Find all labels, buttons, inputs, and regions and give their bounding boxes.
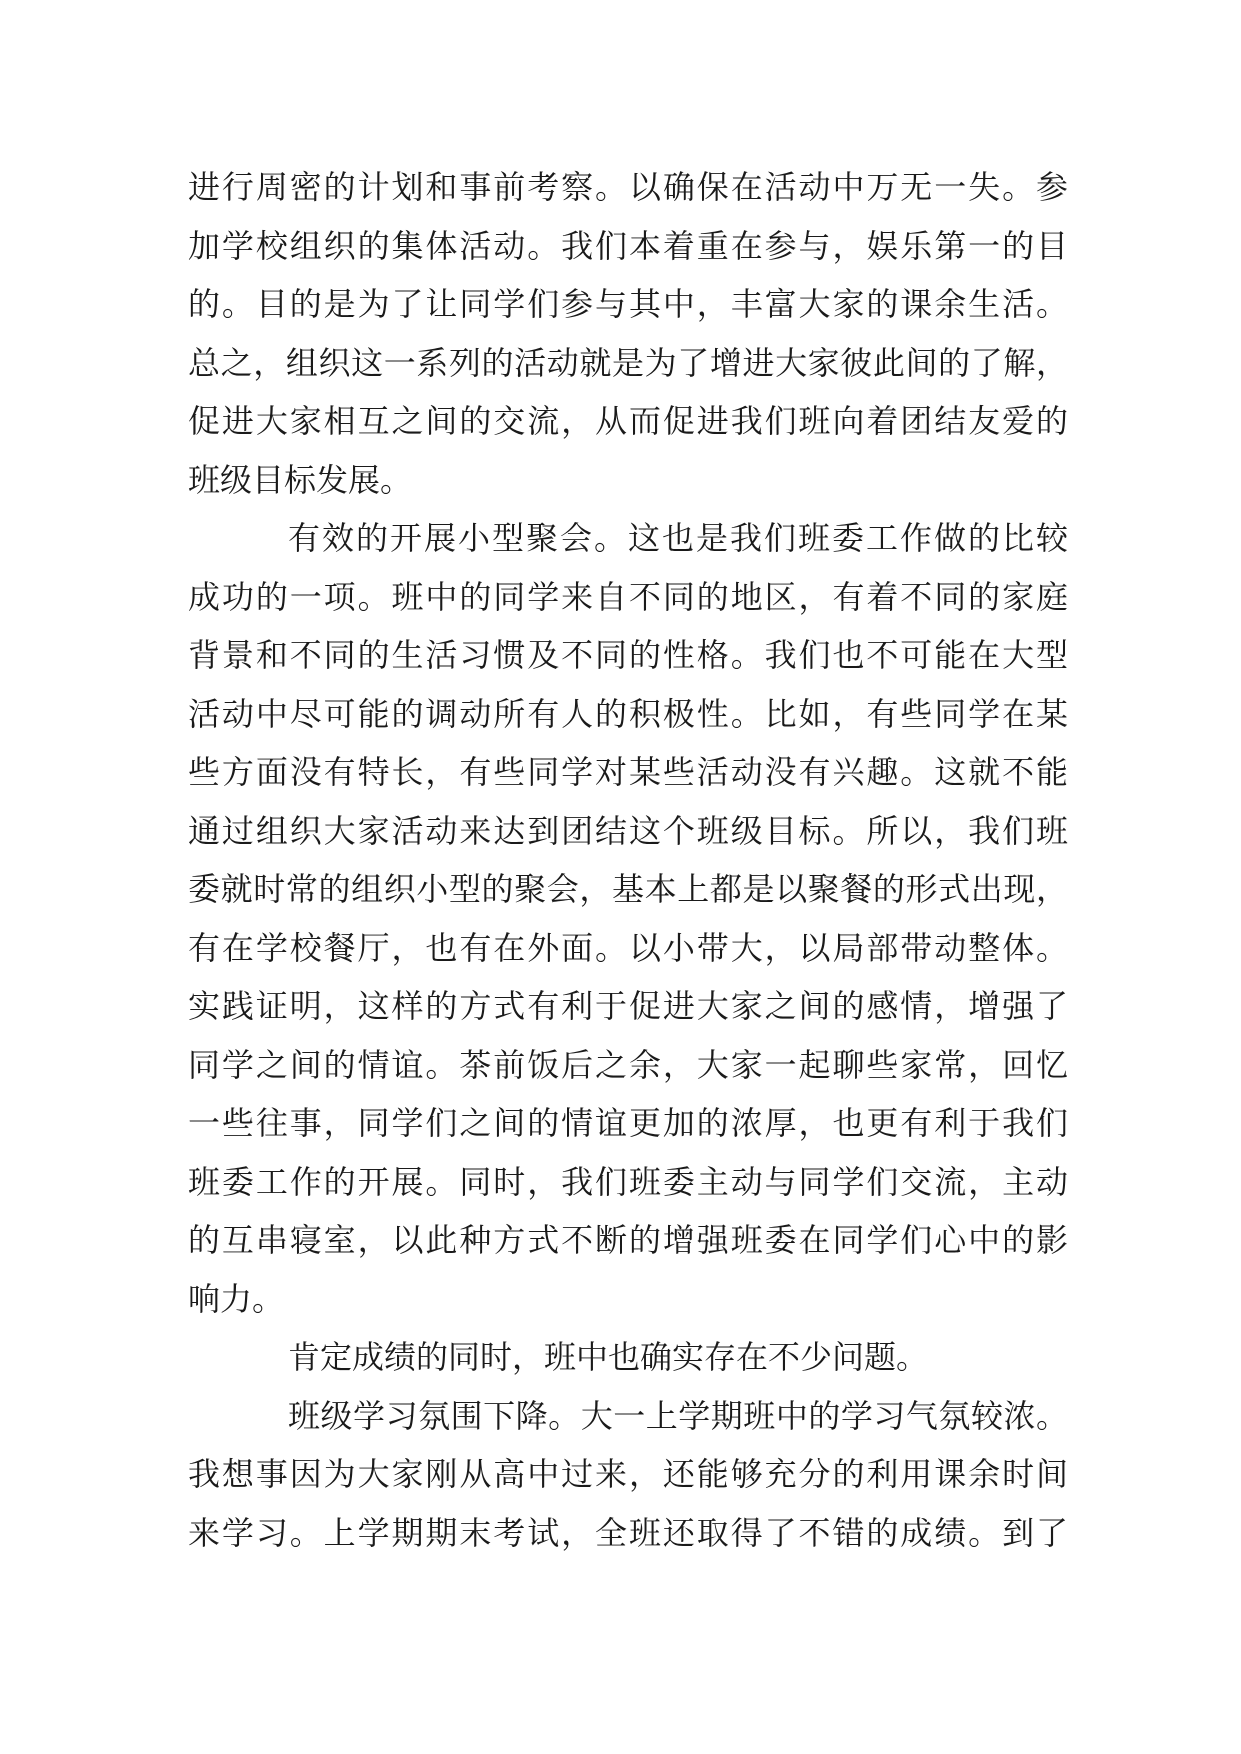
document-body — [188, 158, 1068, 1562]
paragraph-3 — [188, 1328, 1068, 1387]
text-line: 的。目的是为了让同学们参与其中，丰富大家的课余生活。 — [188, 285, 1068, 323]
text-line: 进行周密的计划和事前考察。以确保在活动中万无一失。参 — [188, 168, 1068, 206]
text-line: 同学之间的情谊。茶前饭后之余，大家一起聊些家常，回忆 — [188, 1045, 1068, 1084]
text-line: 通过组织大家活动来达到团结这个班级目标。所以，我们班 — [188, 811, 1068, 850]
text-line: 班委工作的开展。同时，我们班委主动与同学们交流，主动 — [188, 1162, 1068, 1201]
paragraph-2 — [188, 509, 1068, 1328]
text-line: 肯定成绩的同时，班中也确实存在不少问题。 — [288, 1338, 929, 1376]
text-line: 成功的一项。班中的同学来自不同的地区，有着不同的家庭 — [188, 577, 1068, 616]
text-line: 加学校组织的集体活动。我们本着重在参与，娱乐第一的目 — [188, 226, 1068, 265]
text-line: 委就时常的组织小型的聚会，基本上都是以聚餐的形式出现， — [188, 870, 1068, 908]
text-line: 的互串寝室，以此种方式不断的增强班委在同学们心中的影 — [188, 1221, 1068, 1259]
text-line: 活动中尽可能的调动所有人的积极性。比如，有些同学在某 — [188, 694, 1068, 733]
text-line: 班级目标发展。 — [188, 460, 413, 499]
text-line: 实践证明，这样的方式有利于促进大家之间的感情，增强了 — [188, 987, 1068, 1025]
text-line: 促进大家相互之间的交流，从而促进我们班向着团结友爱的 — [188, 402, 1068, 440]
paragraph-4 — [188, 1387, 1068, 1563]
text-line: 总之，组织这一系列的活动就是为了增进大家彼此间的了解， — [188, 343, 1068, 382]
text-line: 我想事因为大家刚从高中过来，还能够充分的利用课余时间 — [188, 1455, 1068, 1493]
paragraph-1 — [188, 158, 1068, 509]
text-line: 有效的开展小型聚会。这也是我们班委工作做的比较 — [288, 519, 1068, 557]
text-line: 响力。 — [188, 1279, 285, 1318]
text-line: 背景和不同的生活习惯及不同的性格。我们也不可能在大型 — [188, 636, 1068, 674]
text-line: 班级学习氛围下降。大一上学期班中的学习气氛较浓。 — [288, 1396, 1068, 1435]
text-line: 来学习。上学期期末考试，全班还取得了不错的成绩。到了 — [188, 1513, 1068, 1552]
text-line: 有在学校餐厅，也有在外面。以小带大，以局部带动整体。 — [188, 928, 1068, 967]
text-line: 一些往事，同学们之间的情谊更加的浓厚，也更有利于我们 — [188, 1104, 1068, 1142]
text-line: 些方面没有特长，有些同学对某些活动没有兴趣。这就不能 — [188, 753, 1068, 791]
